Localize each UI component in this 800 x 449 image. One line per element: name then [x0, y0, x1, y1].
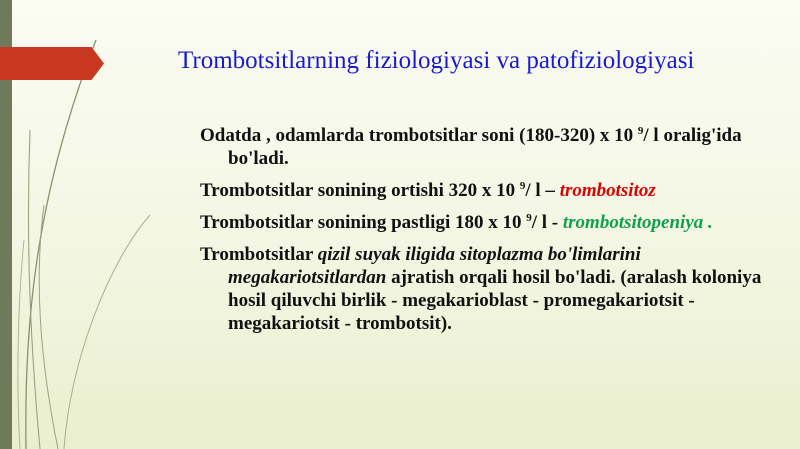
term-trombotsitopeniya: trombotsitopeniya — [562, 212, 704, 233]
title-arrow-shape — [0, 47, 104, 80]
paragraph-decrease: Trombotsitlar sonining pastligi 180 x 10 $^9$/ l - trombotsitopeniya . — [200, 212, 713, 233]
slide-content — [200, 124, 765, 344]
paragraph-increase: Trombotsitlar sonining ortishi 320 x 10 $^9$/ l – trombotsitoz — [200, 180, 656, 201]
formation-italic-phrase: qizil suyak iligida sitoplazma bo'limlarini megakariotsitlardan — [228, 244, 641, 288]
term-trombotsitoz: trombotsitoz — [559, 180, 656, 201]
slide-title: Trombotsitlarning fiziologiyasi va patofiziologiyasi — [178, 47, 695, 74]
paragraph-formation: Trombotsitlar qizil suyak iligida sitoplazma bo'limlarini megakariotsitlardan ajratish orqali hosil bo'ladi. (aralash koloniya hosil qiluvchi birlik - megakarioblast - promegakariotsit - megakariotsit - trombotsit). — [200, 244, 762, 334]
paragraph-normal-count: Odatda , odamlarda trombotsitlar soni (180-320) x 10 $^9$/ l oralig'ida bo'ladi. — [200, 125, 742, 169]
